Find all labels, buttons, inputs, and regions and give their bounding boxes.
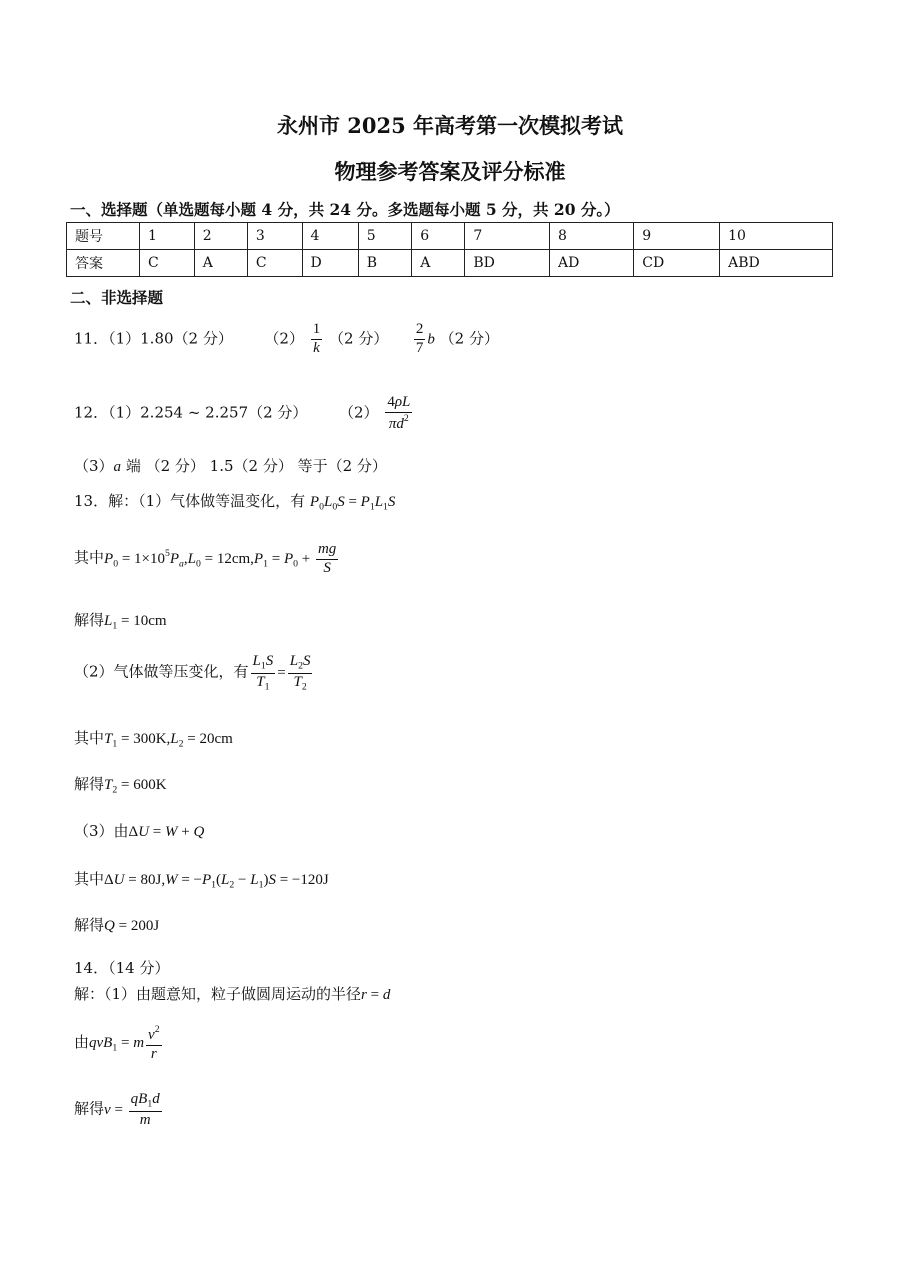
- q13-solve-3: 解得Q = 200J: [74, 916, 160, 934]
- q11-part3-points: （2 分）: [439, 329, 499, 348]
- section-2-heading: 二、非选择题: [70, 288, 164, 307]
- section-1-heading: 一、选择题（单选题每小题 4 分，共 24 分。多选题每小题 5 分，共 20 分。）: [70, 200, 620, 219]
- q11-part1: 11．（1）1.80（2 分）: [74, 329, 233, 348]
- q13-result-L1: $L_1 = 10cm$: [104, 613, 167, 632]
- q13-given-1: 其中$P_0 = 1\times 10^5P_a,L_0 = 12cm,P_1 = P_0$ + $\frac{mg}{S}$: [74, 542, 340, 577]
- cell-number: 4: [302, 223, 358, 250]
- answer-table: [66, 222, 833, 277]
- table-row-numbers: [67, 223, 833, 250]
- cell-number: 5: [358, 223, 412, 250]
- cell-number: 7: [465, 223, 550, 250]
- q11-part2-points: （2 分）: [329, 329, 389, 348]
- q14-radius-equation: r = d: [361, 987, 391, 1003]
- q13-given-2-equation: $T_1 = 300K,L_2 = 20cm$: [104, 731, 233, 750]
- q13-solve-1: 解得$L_1 = 10cm$: [74, 611, 167, 632]
- question-11: [74, 322, 499, 357]
- question-12-part3: （3）a 端 （2 分） 1.5（2 分） 等于（2 分）: [74, 457, 387, 475]
- q13-given-3: 其中$\Delta U = 80J,W = -P_1(L_2 - L_1)S = -120J$: [74, 870, 329, 891]
- q12-part1: 12．（1）2.254 ~ 2.257（2 分）: [74, 403, 308, 422]
- q13-isobaric-equation: $\frac{L_1S}{T_1}$ = $\frac{L_2S}{T_2}$: [252, 653, 311, 693]
- q13-part2: （2）气体做等压变化，有 $\frac{L_1S}{T_1}$ = $\frac{L_2S}{T_2}$: [74, 654, 314, 692]
- document-subtitle: 物理参考答案及评分标准: [334, 159, 566, 184]
- cell-number: 1: [140, 223, 195, 250]
- cell-answer: A: [412, 250, 465, 277]
- q11-part2-label: （2）: [264, 329, 304, 348]
- question-14-label: 14．（14 分）: [74, 959, 170, 977]
- q13-part3: （3）由ΔU = W + Q: [74, 822, 205, 840]
- row-header-answer: 答案: [67, 250, 140, 277]
- cell-number: 3: [247, 223, 302, 250]
- table-row-answers: [67, 250, 833, 277]
- cell-number: 6: [412, 223, 465, 250]
- q14-lorentz-equation: qvB$_1$ = m $\frac{v^2}{r}$: [89, 1024, 160, 1062]
- q12-a-symbol: a: [113, 459, 122, 475]
- cell-number: 8: [550, 223, 634, 250]
- q13-first-law-equation: ΔU = W + Q: [128, 824, 205, 840]
- cell-answer: B: [358, 250, 412, 277]
- q14-velocity-equation: v = $\frac{qB_1d}{m}$: [104, 1091, 160, 1128]
- cell-answer: BD: [465, 250, 550, 277]
- cell-answer: AD: [550, 250, 634, 277]
- q12-resistivity-formula: $\frac{4\rho L}{\pi d^2}$: [387, 394, 411, 432]
- cell-answer: C: [140, 250, 195, 277]
- q12-part2-label: （2）: [339, 403, 379, 422]
- cell-number: 2: [194, 223, 247, 250]
- cell-number: 9: [634, 223, 720, 250]
- q14-solve: 解得v = $\frac{qB_1d}{m}$: [74, 1092, 164, 1128]
- q13-isothermal-equation: $P_0L_0S = P_1L_1S$: [309, 494, 396, 513]
- q13-result-T2: $T_2 = 600K$: [104, 777, 167, 796]
- question-14-intro: 解：（1）由题意知，粒子做圆周运动的半径r = d: [74, 985, 391, 1003]
- q14-force-balance: 由qvB$_1$ = m $\frac{v^2}{r}$: [74, 1025, 164, 1062]
- cell-number: 10: [720, 223, 833, 250]
- cell-answer: CD: [634, 250, 720, 277]
- row-header-number: 题号: [67, 223, 140, 250]
- q13-given-2: 其中$T_1 = 300K,L_2 = 20cm$: [74, 729, 233, 750]
- q11-formula-1-over-k: $\frac{1}{k}$: [312, 321, 321, 356]
- q11-formula-2-7: $\frac{2}{7}$: [415, 321, 424, 356]
- cell-answer: C: [247, 250, 302, 277]
- q13-solve-2: 解得$T_2 = 600K$: [74, 775, 167, 796]
- cell-answer: A: [194, 250, 247, 277]
- exam-title: 永州市 2025 年高考第一次模拟考试: [276, 113, 624, 138]
- question-12: [74, 395, 414, 432]
- q11-b-symbol: b: [427, 331, 435, 348]
- q13-given-1-equation: $P_0 = 1\times 10^5P_a,L_0 = 12cm,P_1 = P_0$ + $\frac{mg}{S}$: [104, 541, 337, 576]
- question-13-intro: 13．解：（1）气体做等温变化，有 $P_0L_0S = P_1L_1S$: [74, 492, 396, 513]
- cell-answer: D: [302, 250, 358, 277]
- q13-result-Q: Q = 200J: [104, 918, 160, 934]
- cell-answer: ABD: [720, 250, 833, 277]
- q13-given-3-equation: $\Delta U = 80J,W = -P_1(L_2 - L_1)S = -120J$: [104, 872, 329, 891]
